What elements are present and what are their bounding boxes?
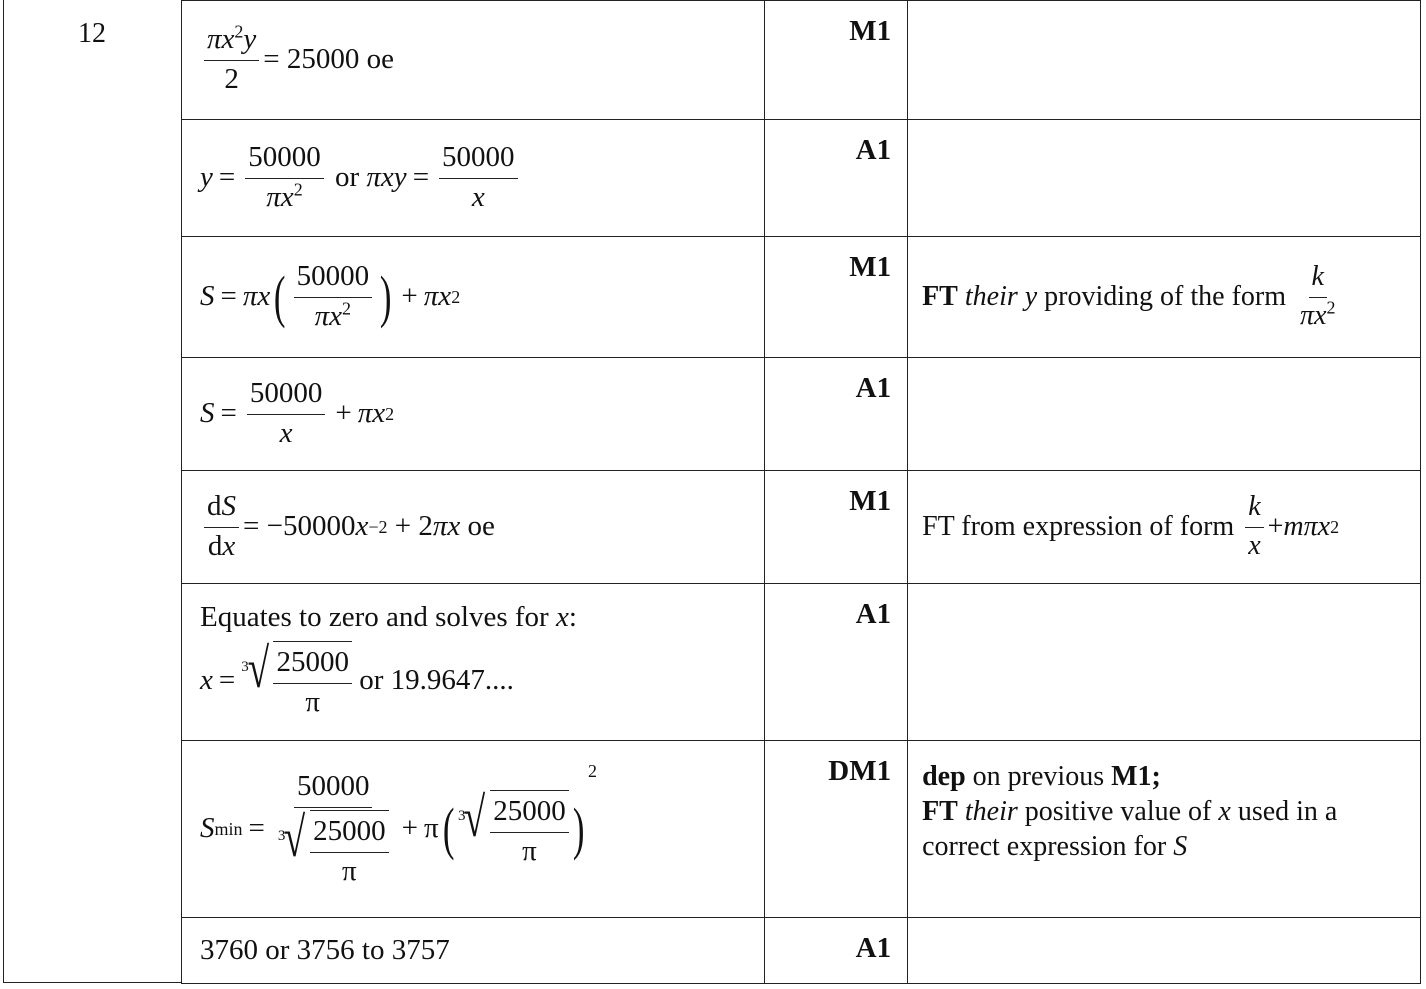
fraction: $\frac{50000}{\pi x^2}$	[294, 260, 373, 333]
fraction: $\frac{k}{\pi x^2}$	[1300, 261, 1336, 331]
oe-label: oe	[366, 43, 395, 75]
cube-root: 3 √ $\frac{25000}{\pi}$	[458, 790, 569, 868]
working-cell: S = πx ( $\frac{50000}{\pi x^2}$ ) + πx 2	[182, 237, 765, 358]
working-cell	[182, 1, 765, 120]
mark-cell: M1	[764, 237, 907, 358]
guidance-cell	[908, 358, 1421, 471]
table-row	[182, 358, 1421, 471]
markscheme-grid	[3, 0, 1421, 984]
cube-root: 3 √ $\frac{25000}{\pi}$	[278, 810, 389, 888]
question-column	[3, 0, 182, 983]
table-row	[182, 120, 1421, 237]
guidance-cell: dep on previous M1; FT their positive value of x used in a correct expression for S	[908, 741, 1421, 918]
table-row	[182, 741, 1421, 918]
mark-cell: A1	[764, 120, 907, 237]
table-row	[182, 471, 1421, 584]
markscheme-table	[181, 0, 1421, 984]
fraction: $\frac{50000}{\pi x^2}$	[245, 141, 324, 214]
guidance-cell	[908, 918, 1421, 984]
mark-cell: M1	[764, 471, 907, 584]
cube-root: 3 √ $\frac{25000}{\pi}$	[241, 641, 352, 719]
guidance-cell	[908, 120, 1421, 237]
working-cell: $\frac{dS}{dx}$ = −50000 x −2 + 2 πx oe	[182, 471, 765, 584]
equation-rhs: = 25000	[263, 43, 360, 75]
fraction: $\frac{\pi x^2y}{2}$	[204, 23, 259, 96]
working-cell	[182, 918, 765, 984]
guidance-cell	[908, 584, 1421, 741]
working-cell: S min = 50000 3 √ $\frac{25000}{\pi}$ + π ( 3 √ $\frac{25000}{\pi}$ ) 2	[182, 741, 765, 918]
derivative-rhs: = −50000	[243, 510, 356, 542]
final-answer: 3760 or 3756 to 3757	[200, 933, 450, 966]
fraction: 50000 3 √ $\frac{25000}{\pi}$	[275, 770, 392, 888]
question-number: 12	[78, 18, 106, 49]
fraction: $\frac{dS}{dx}$	[204, 490, 239, 563]
mark-cell: M1	[764, 1, 907, 120]
mark-cell: A1	[764, 918, 907, 984]
mark-cell: DM1	[764, 741, 907, 918]
table-row	[182, 237, 1421, 358]
or-label: or	[334, 161, 360, 193]
mark-cell: A1	[764, 358, 907, 471]
guidance-cell	[908, 1, 1421, 120]
table-row	[182, 918, 1421, 984]
working-cell: Equates to zero and solves for x: x = 3 √ $\frac{25000}{\pi}$ or 19.9647....	[182, 584, 765, 741]
fraction: $\frac{k}{x}$	[1245, 491, 1263, 562]
fraction: $\frac{50000}{x}$	[439, 141, 518, 214]
working-cell: y = $\frac{50000}{\pi x^2}$ or πxy = $\frac{50000}{x}$	[182, 120, 765, 237]
working-cell: S = $\frac{50000}{x}$ + πx 2	[182, 358, 765, 471]
oe-label: oe	[467, 510, 495, 542]
fraction: $\frac{50000}{x}$	[247, 377, 326, 450]
mark-cell: A1	[764, 584, 907, 741]
guidance-cell: FT from expression of form $\frac{k}{x}$ + mπx 2	[908, 471, 1421, 584]
guidance-cell: FT their y providing of the form $\frac{k}{\pi x^2}$	[908, 237, 1421, 358]
table-row	[182, 584, 1421, 741]
table-row	[182, 1, 1421, 120]
